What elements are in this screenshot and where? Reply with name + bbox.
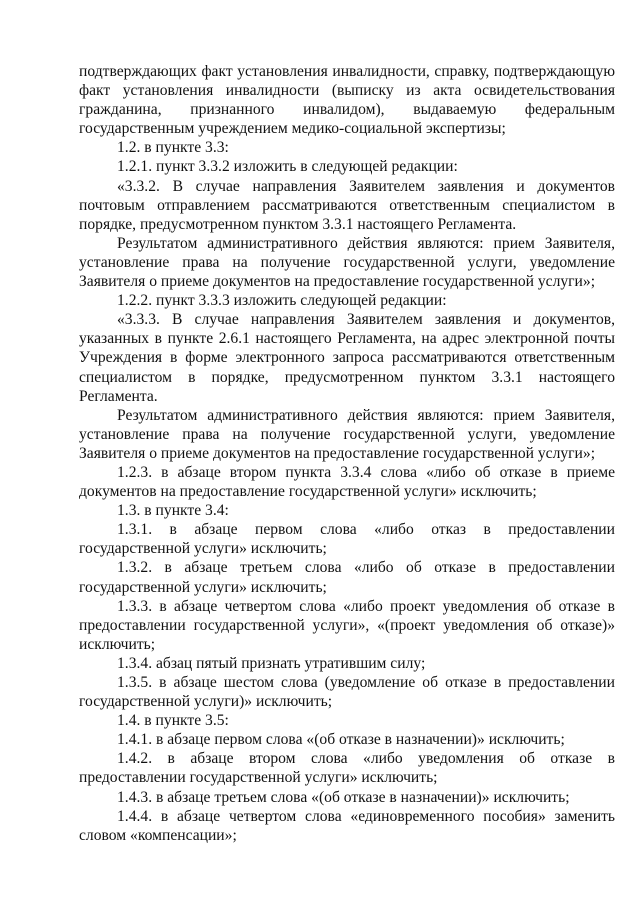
paragraph-11: 1.3.1. в абзаце первом слова «либо отказ в предоставлении государственной услуги» исключить; [79,521,615,558]
paragraph-1: подтверждающих факт установления инвалидности, справку, подтверждающую факт установления инвалидности (выписку из акта освидетельствования гражданина, признанного инвалидом), выдаваемую федеральным государственным учреждением медико-социальной экспертизы; [79,63,615,138]
paragraph-18: 1.4.2. в абзаце втором слова «либо уведомления об отказе в предоставлении государственной услуги» исключить; [79,750,615,787]
paragraph-14: 1.3.4. абзац пятый признать утратившим силу; [117,654,426,672]
paragraph-12: 1.3.2. в абзаце третьем слова «либо об отказе в предоставлении государственной услуги» исключить; [79,559,615,596]
paragraph-16: 1.4. в пункте 3.5: [117,712,229,730]
document-body [79,62,615,845]
paragraph-7: «3.3.3. В случае направления Заявителем заявления и документов, указанных в пункте 2.6.1 настоящего Регламента, на адрес электронной почты Учреждения в форме электронного запроса рассматриваются ответственным специалистом в порядке, предусмотренном пунктом 3.3.1 настоящего Регламента. [79,311,615,405]
paragraph-9: 1.2.3. в абзаце втором пункта 3.3.4 слова «либо об отказе в приеме документов на предоставление государственной услуги» исключить; [79,463,615,501]
paragraph-3: 1.2.1. пункт 3.3.2 изложить в следующей редакции: [117,158,458,176]
paragraph-2: 1.2. в пункте 3.3: [117,139,229,157]
paragraph-17: 1.4.1. в абзаце первом слова «(об отказе в назначении)» исключить; [117,731,565,749]
paragraph-20: 1.4.4. в абзаце четвертом слова «единовременного пособия» заменить словом «компенсации»; [79,807,615,844]
paragraph-13: 1.3.3. в абзаце четвертом слова «либо проект уведомления об отказе в предоставлении государственной услуги», «(проект уведомления об отказе)» исключить; [79,597,615,653]
paragraph-19: 1.4.3. в абзаце третьем слова «(об отказе в назначении)» исключить; [117,788,570,806]
paragraph-10: 1.3. в пункте 3.4: [117,502,229,520]
paragraph-4: «3.3.2. В случае направления Заявителем заявления и документов почтовым отправлением рассматриваются ответственным специалистом в порядке, предусмотренном пунктом 3.3.1 настоящего Регламента. [79,177,615,233]
paragraph-15: 1.3.5. в абзаце шестом слова (уведомление об отказе в предоставлении государственной услуги)» исключить; [79,674,615,711]
paragraph-8: Результатом административного действия являются: прием Заявителя, установление права на получение государственной услуги, уведомление Заявителя о приеме документов на предоставление государственной услуги»; [79,406,615,462]
paragraph-6: 1.2.2. пункт 3.3.3 изложить следующей редакции: [117,292,447,310]
paragraph-5: Результатом административного действия являются: прием Заявителя, установление права на получение государственной услуги, уведомление Заявителя о приеме документов на предоставление государственной услуги»; [79,234,615,291]
